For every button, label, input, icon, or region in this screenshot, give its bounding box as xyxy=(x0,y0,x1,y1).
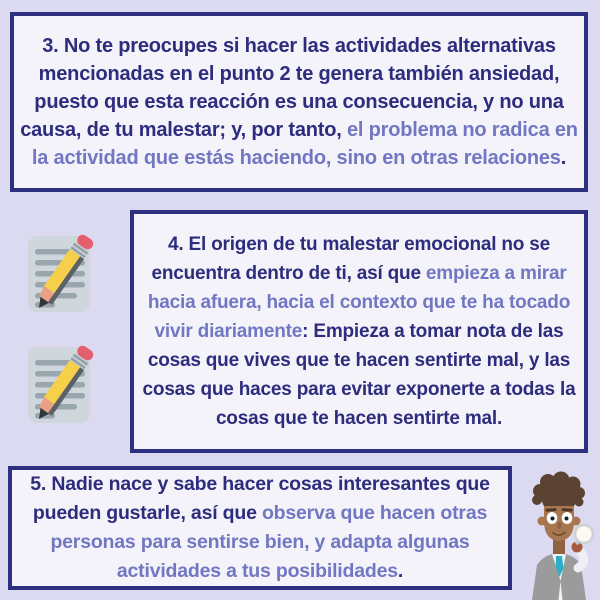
tip-box-5 xyxy=(8,466,512,590)
memo-pencil-icon xyxy=(27,341,97,429)
magnifying-glass-icon xyxy=(575,525,593,544)
character-hair xyxy=(532,472,585,507)
tip-5-text: 5. Nadie nace y sabe hacer cosas interesantes que pueden gustarle, así que observa que hacen otras personas para sentirse bien, y adapta algunas actividades a tus posibilidades. xyxy=(30,473,490,582)
tip-box-3 xyxy=(10,12,588,192)
memo-pencil-icon xyxy=(27,230,97,318)
tip-3-text: 3. No te preocupes si hacer las actividades alternativas mencionadas en el punto 2 te genera también ansiedad, puesto que esta reacción es una consecuencia, y no una causa, de tu malestar; y, por tanto, el problema no radica en la actividad que estás haciendo, sino en otras relaciones. xyxy=(20,35,578,169)
tip-box-4 xyxy=(130,210,588,453)
tip-4-text: 4. El origen de tu malestar emocional no se encuentra dentro de ti, así que empieza a mirar hacia afuera, hacia el contexto que te ha tocado vivir diariamente: Empieza a tomar nota de las cosas que vives que te hacen sentirte mal, y las cosas que haces para evitar exponerte a todas la cosas que te hacen sentirte mal. xyxy=(142,234,576,429)
boy-with-magnifying-glass-illustration xyxy=(515,460,600,600)
